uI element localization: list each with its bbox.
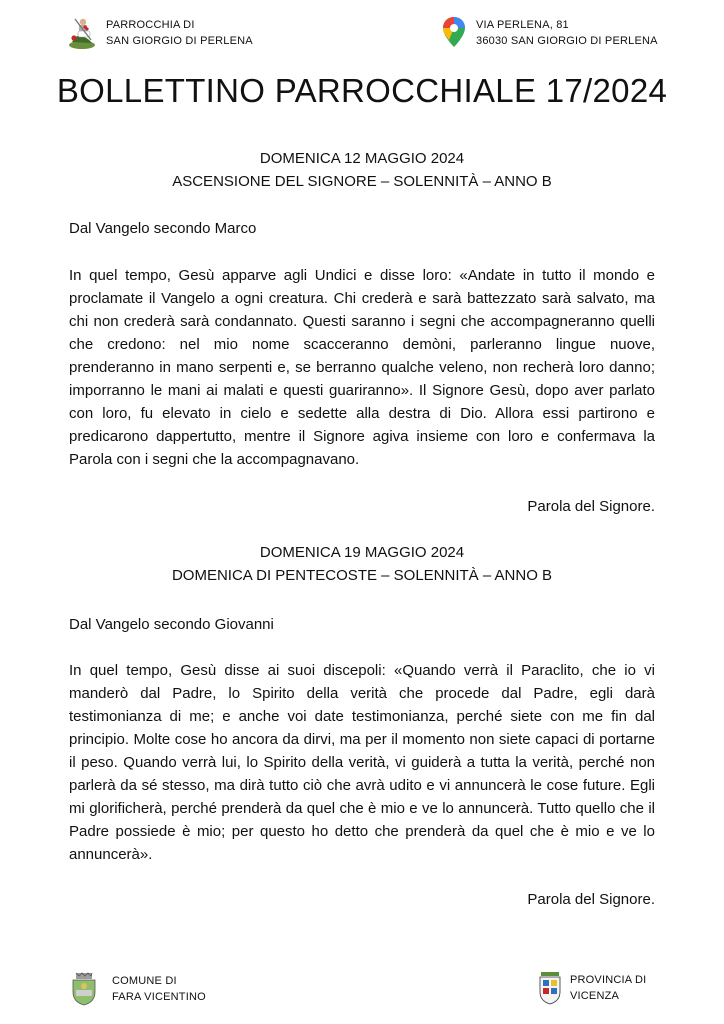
comune-crest-icon	[70, 972, 98, 1006]
address-line-1: VIA PERLENA, 81	[476, 19, 569, 31]
provincia-line-2: VICENZA	[570, 990, 620, 1002]
provincia-name	[570, 972, 646, 1004]
section-heading-2	[0, 541, 724, 587]
comune-line-2: FARA VICENTINO	[112, 991, 206, 1003]
gospel-source: Dal Vangelo secondo Marco	[69, 220, 257, 237]
saint-george-dragon-icon	[66, 16, 98, 50]
address-header	[442, 16, 658, 50]
section-date: DOMENICA 19 MAGGIO 2024	[259, 544, 465, 561]
parish-line-2: SAN GIORGIO DI PERLENA	[106, 35, 253, 47]
comune-name	[112, 973, 206, 1005]
closing-phrase: Parola del Signore.	[527, 891, 655, 908]
gospel-source: Dal Vangelo secondo Giovanni	[69, 616, 274, 633]
address-line-2: 36030 SAN GIORGIO DI PERLENA	[476, 35, 658, 47]
comune-line-1: COMUNE DI	[112, 975, 177, 987]
provincia-line-1: PROVINCIA DI	[570, 974, 647, 986]
provincia-crest-icon	[538, 970, 562, 1006]
gospel-text: In quel tempo, Gesù disse ai suoi discepoli: «Quando verrà il Paraclito, che io vi manderò dal Padre, lo Spirito della verità che procede dal Padre, egli darà testimonianza di me; e anche voi date testimonianza, perché siete con me fin dal principio. Molte cose ho ancora da dirvi, ma per il momento non siete capaci di portarne il peso. Quando verrà lui, lo Spirito della verità, vi guiderà a tutta la verità, perché non parlerà da sé stesso, ma dirà tutto ciò che avrà udito e vi annuncerà le cose future. Egli mi glorificherà, perché prenderà da quel che è mio e ve lo annuncerà. Tutto quello che il Padre possiede è mio; per questo ho detto che prenderà da quel che è mio e ve lo annuncerà».	[69, 662, 655, 863]
section-heading-1	[0, 147, 724, 193]
map-pin-icon	[442, 16, 466, 50]
section-celebration: ASCENSIONE DEL SIGNORE – SOLENNITÀ – ANNO B	[172, 173, 552, 190]
parish-name	[106, 17, 253, 49]
section-celebration: DOMENICA DI PENTECOSTE – SOLENNITÀ – ANNO B	[171, 567, 553, 584]
bulletin-title: BOLLETTINO PARROCCHIALE 17/2024	[56, 72, 668, 109]
provincia-footer	[538, 970, 646, 1006]
parish-header	[66, 16, 253, 50]
gospel-text: In quel tempo, Gesù apparve agli Undici e disse loro: «Andate in tutto il mondo e proclamate il Vangelo a ogni creatura. Chi crederà e sarà battezzato sarà salvato, ma chi non crederà sarà condannato. Questi saranno i segni che accompagneranno quelli che credono: nel mio nome scacceranno demòni, parleranno lingue nuove, prenderanno in mano serpenti e, se berranno qualche veleno, non recherà loro danno; imporranno le mani ai malati e questi guariranno». Il Signore Gesù, dopo aver parlato con loro, fu elevato in cielo e sedette alla destra di Dio. Allora essi partirono e predicarono dappertutto, mentre il Signore agiva insieme con loro e confermava la Parola con i segni che la accompagnavano.	[69, 267, 655, 468]
address-text	[476, 17, 658, 49]
section-date: DOMENICA 12 MAGGIO 2024	[259, 150, 465, 167]
closing-phrase: Parola del Signore.	[527, 498, 655, 515]
comune-footer	[70, 972, 206, 1006]
parish-line-1: PARROCCHIA DI	[106, 19, 195, 31]
